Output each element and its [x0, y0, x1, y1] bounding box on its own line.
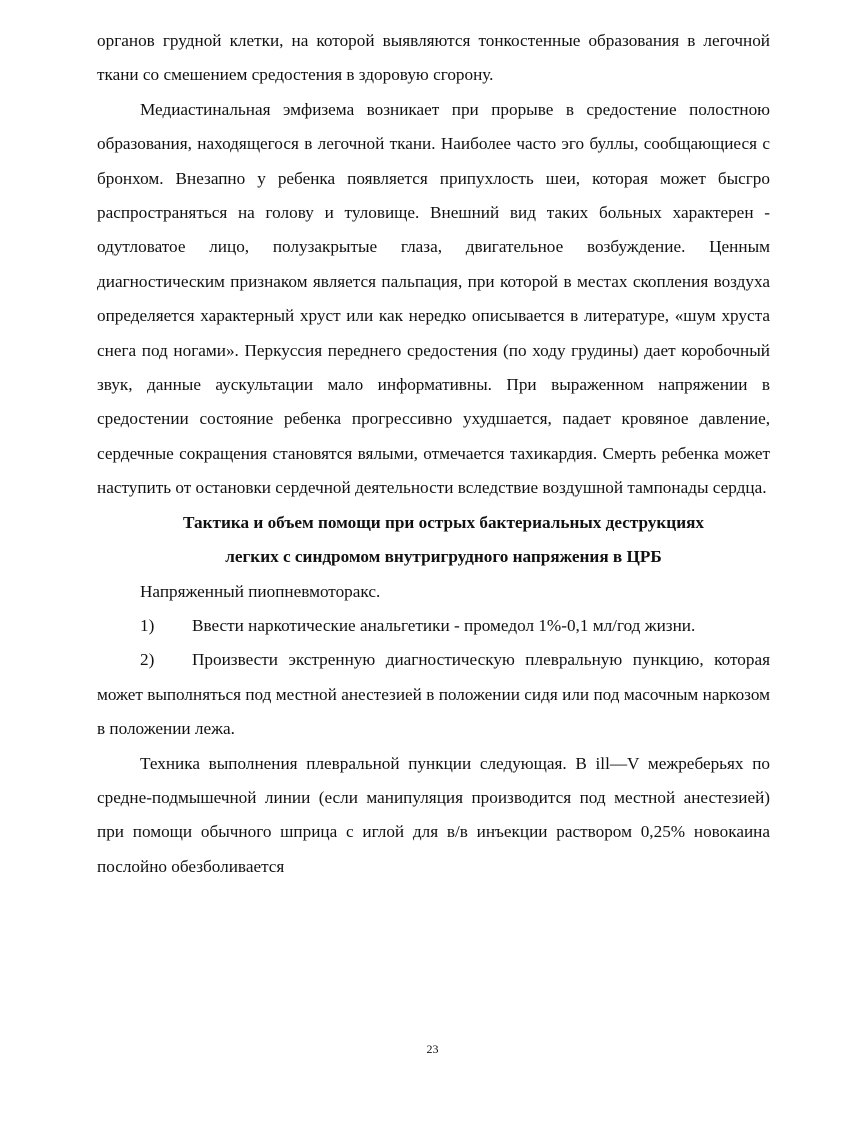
list-text-1: Ввести наркотические анальгетики - промедол 1%-0,1 мл/год жизни.: [192, 615, 696, 635]
list-number-2: 2): [140, 650, 155, 670]
paragraph-puncture-technique: Техника выполнения плевральной пункции следующая. В ill—V межреберьях по средне-подмышечной линии (если манипуляция производится под местной анестезией) при помощи обычного шприца с иглой для в/в инъекции раствором 0,25% новокаина послойно обезболивается: [97, 753, 770, 876]
page-number: 23: [426, 1042, 439, 1056]
section-heading-line2: легких с синдромом внутригрудного напряжения в ЦРБ: [225, 547, 662, 567]
subheading-pyopneumothorax: Напряженный пиопневмоторакс.: [140, 581, 381, 601]
paragraph-mediastinal-emphysema: Медиастинальная эмфизема возникает при прорыве в средостение полостною образования, находящегося в легочной ткани. Наиболее часто эго буллы, сообщающиеся с бронхом. Внезапно у ребенка появляется припухлость шеи, которая может бысгро распространяться на голову и туловище. Внешний вид таких больных характерен - одутловатое лицо, полузакрытые глаза, двигательное возбуждение. Ценным диагностическим признаком является пальпация, при которой в местах скопления воздуха определяется характерный хруст или как нередко описывается в литературе, «шум хруста снега под ногами». Перкуссия переднего средостения (по ходу грудины) дает коробочный звук, данные аускультации мало информативны. При выраженном напряжении в средостении состояние ребенка прогрессивно ухудшается, падает кровяное давление, сердечные сокращения становятся вялыми, отмечается тахикардия. Смерть ребенка может наступить от остановки сердечной деятельности вследствие воздушной тампонады сердца.: [97, 99, 770, 498]
paragraph-continuation: органов грудной клетки, на которой выявляются тонкостенные образования в легочной ткани со смешением средостения в здоровую сгорону.: [97, 31, 770, 85]
list-number-1: 1): [140, 615, 155, 635]
document-page: [97, 24, 770, 884]
list-item-2: [97, 643, 770, 746]
section-heading-line1: Тактика и объем помощи при острых бактериальных деструкциях: [182, 512, 705, 532]
list-item-1: [97, 609, 770, 643]
list-text-2: Произвести экстренную диагностическую плевральную пункцию, которая может выполняться под местной анестезией в положении сидя или под масочным наркозом в положении лежа.: [97, 650, 770, 739]
